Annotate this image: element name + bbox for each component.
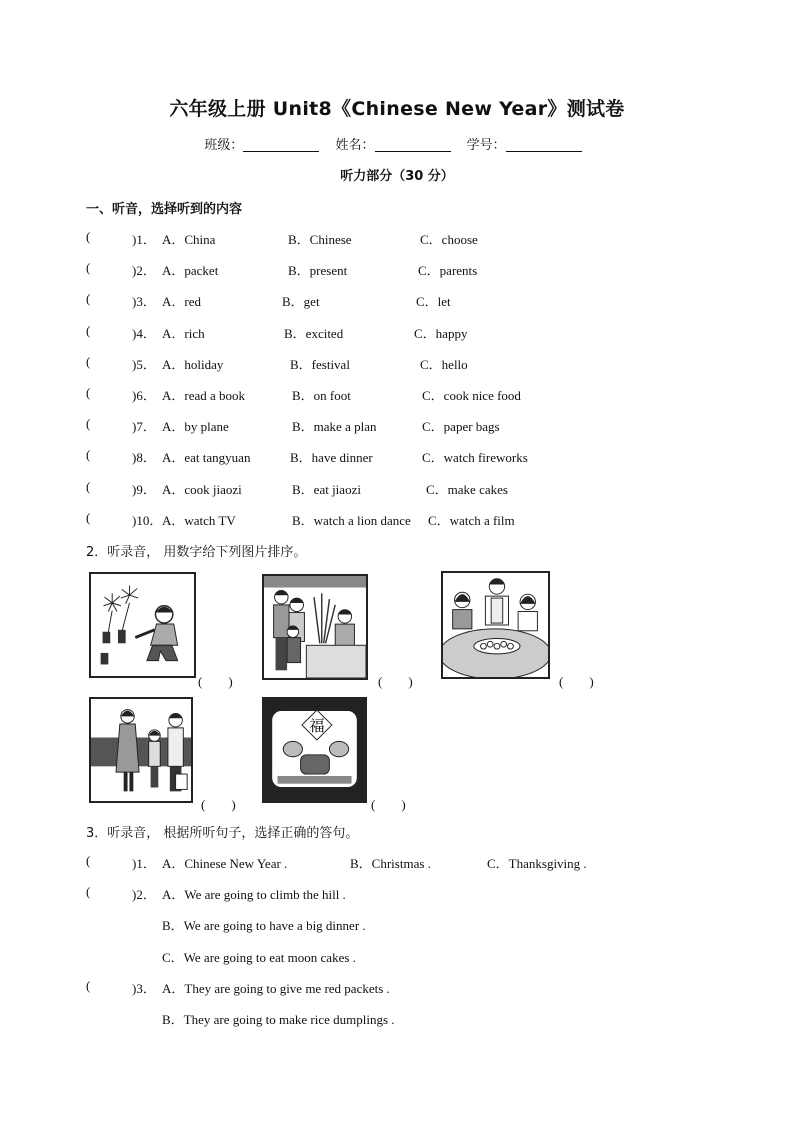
question-number: )1．: [132, 232, 156, 247]
option-b: B．Christmas .: [350, 856, 431, 871]
question-number: )3．: [132, 294, 156, 309]
option-a: A．China: [162, 232, 216, 247]
option-a: A．watch TV: [162, 513, 236, 528]
name-blank[interactable]: [375, 137, 451, 152]
option-b: B．They are going to make rice dumplings .: [162, 1012, 395, 1027]
option-b: B．make a plan: [292, 419, 377, 434]
question-number: )6．: [132, 388, 156, 403]
option-b: B．Chinese: [288, 232, 352, 247]
option-a: A．packet: [162, 263, 219, 278]
option-b: B．watch a lion dance: [292, 513, 411, 528]
section2-heading: 2．听录音， 用数字给下列图片排序。: [86, 545, 307, 560]
option-c: C．happy: [414, 326, 468, 341]
answer-paren-3[interactable]: ( ): [559, 674, 594, 689]
option-c: C．Thanksgiving .: [487, 856, 587, 871]
answer-open-paren[interactable]: (: [86, 447, 91, 462]
listening-part-title: 听力部分（30 分）: [340, 169, 454, 184]
answer-paren-5[interactable]: ( ): [371, 797, 406, 812]
option-c: C．parents: [418, 263, 478, 278]
option-c: C．cook nice food: [422, 388, 521, 403]
answer-open-paren[interactable]: (: [86, 229, 91, 244]
question-number: )4．: [132, 326, 156, 341]
question-number: )7．: [132, 419, 156, 434]
option-a: A．by plane: [162, 419, 229, 434]
answer-open-paren[interactable]: (: [86, 260, 91, 275]
answer-open-paren[interactable]: (: [86, 853, 91, 868]
option-b: B．eat jiaozi: [292, 482, 361, 497]
option-c: C．We are going to eat moon cakes .: [162, 950, 356, 965]
answer-open-paren[interactable]: (: [86, 385, 91, 400]
answer-open-paren[interactable]: (: [86, 323, 91, 338]
section3-heading: 3．听录音， 根据所听句子，选择正确的答句。: [86, 826, 359, 841]
option-c: C．let: [416, 294, 451, 309]
answer-paren-4[interactable]: ( ): [201, 797, 236, 812]
option-a: A．cook jiaozi: [162, 482, 242, 497]
answer-paren-2[interactable]: ( ): [378, 674, 413, 689]
number-blank[interactable]: [506, 137, 582, 152]
fu-character: 福: [309, 716, 325, 735]
option-c: C．make cakes: [426, 482, 508, 497]
question-number: )2．: [132, 887, 156, 902]
question-number: )5．: [132, 357, 156, 372]
question-number: )8．: [132, 450, 156, 465]
option-c: C．watch a film: [428, 513, 515, 528]
option-a: A．They are going to give me red packets .: [162, 981, 390, 996]
answer-open-paren[interactable]: (: [86, 884, 91, 899]
option-a: A．red: [162, 294, 201, 309]
answer-open-paren[interactable]: (: [86, 291, 91, 306]
option-b: B．excited: [284, 326, 344, 341]
option-a: A．We are going to climb the hill .: [162, 887, 346, 902]
option-c: C．watch fireworks: [422, 450, 528, 465]
option-a: A．eat tangyuan: [162, 450, 251, 465]
page-title: 六年级上册 Unit8《Chinese New Year》测试卷: [169, 98, 625, 120]
option-b: B．festival: [290, 357, 350, 372]
answer-open-paren[interactable]: (: [86, 978, 91, 993]
section1-heading: 一、听音，选择听到的内容: [86, 202, 243, 217]
class-blank[interactable]: [243, 137, 319, 152]
option-c: C．paper bags: [422, 419, 500, 434]
question-number: )1．: [132, 856, 156, 871]
option-b: B．We are going to have a big dinner .: [162, 918, 366, 933]
question-number: )10．: [132, 513, 163, 528]
name-label: 姓名：: [335, 138, 375, 153]
answer-open-paren[interactable]: (: [86, 354, 91, 369]
option-a: A．holiday: [162, 357, 224, 372]
student-info-line: [0, 134, 794, 153]
question-number: )2．: [132, 263, 156, 278]
option-a: A．read a book: [162, 388, 246, 403]
class-label: 班级：: [204, 138, 244, 153]
answer-open-paren[interactable]: (: [86, 416, 91, 431]
shopping-picture: [262, 574, 368, 680]
cooking-picture: [441, 571, 550, 679]
question-number: )9．: [132, 482, 156, 497]
fireworks-picture: [89, 572, 196, 678]
option-c: C．choose: [420, 232, 478, 247]
option-a: A．rich: [162, 326, 205, 341]
travel-picture: [89, 697, 193, 803]
option-c: C．hello: [420, 357, 468, 372]
question-number: )3．: [132, 981, 156, 996]
option-b: B．present: [288, 263, 348, 278]
answer-open-paren[interactable]: (: [86, 510, 91, 525]
answer-paren-1[interactable]: ( ): [198, 674, 233, 689]
fu-picture: [262, 697, 367, 803]
answer-open-paren[interactable]: (: [86, 479, 91, 494]
option-a: A．Chinese New Year .: [162, 856, 288, 871]
option-b: B．have dinner: [290, 450, 373, 465]
option-b: B．on foot: [292, 388, 351, 403]
option-b: B．get: [282, 294, 320, 309]
number-label: 学号：: [466, 138, 506, 153]
